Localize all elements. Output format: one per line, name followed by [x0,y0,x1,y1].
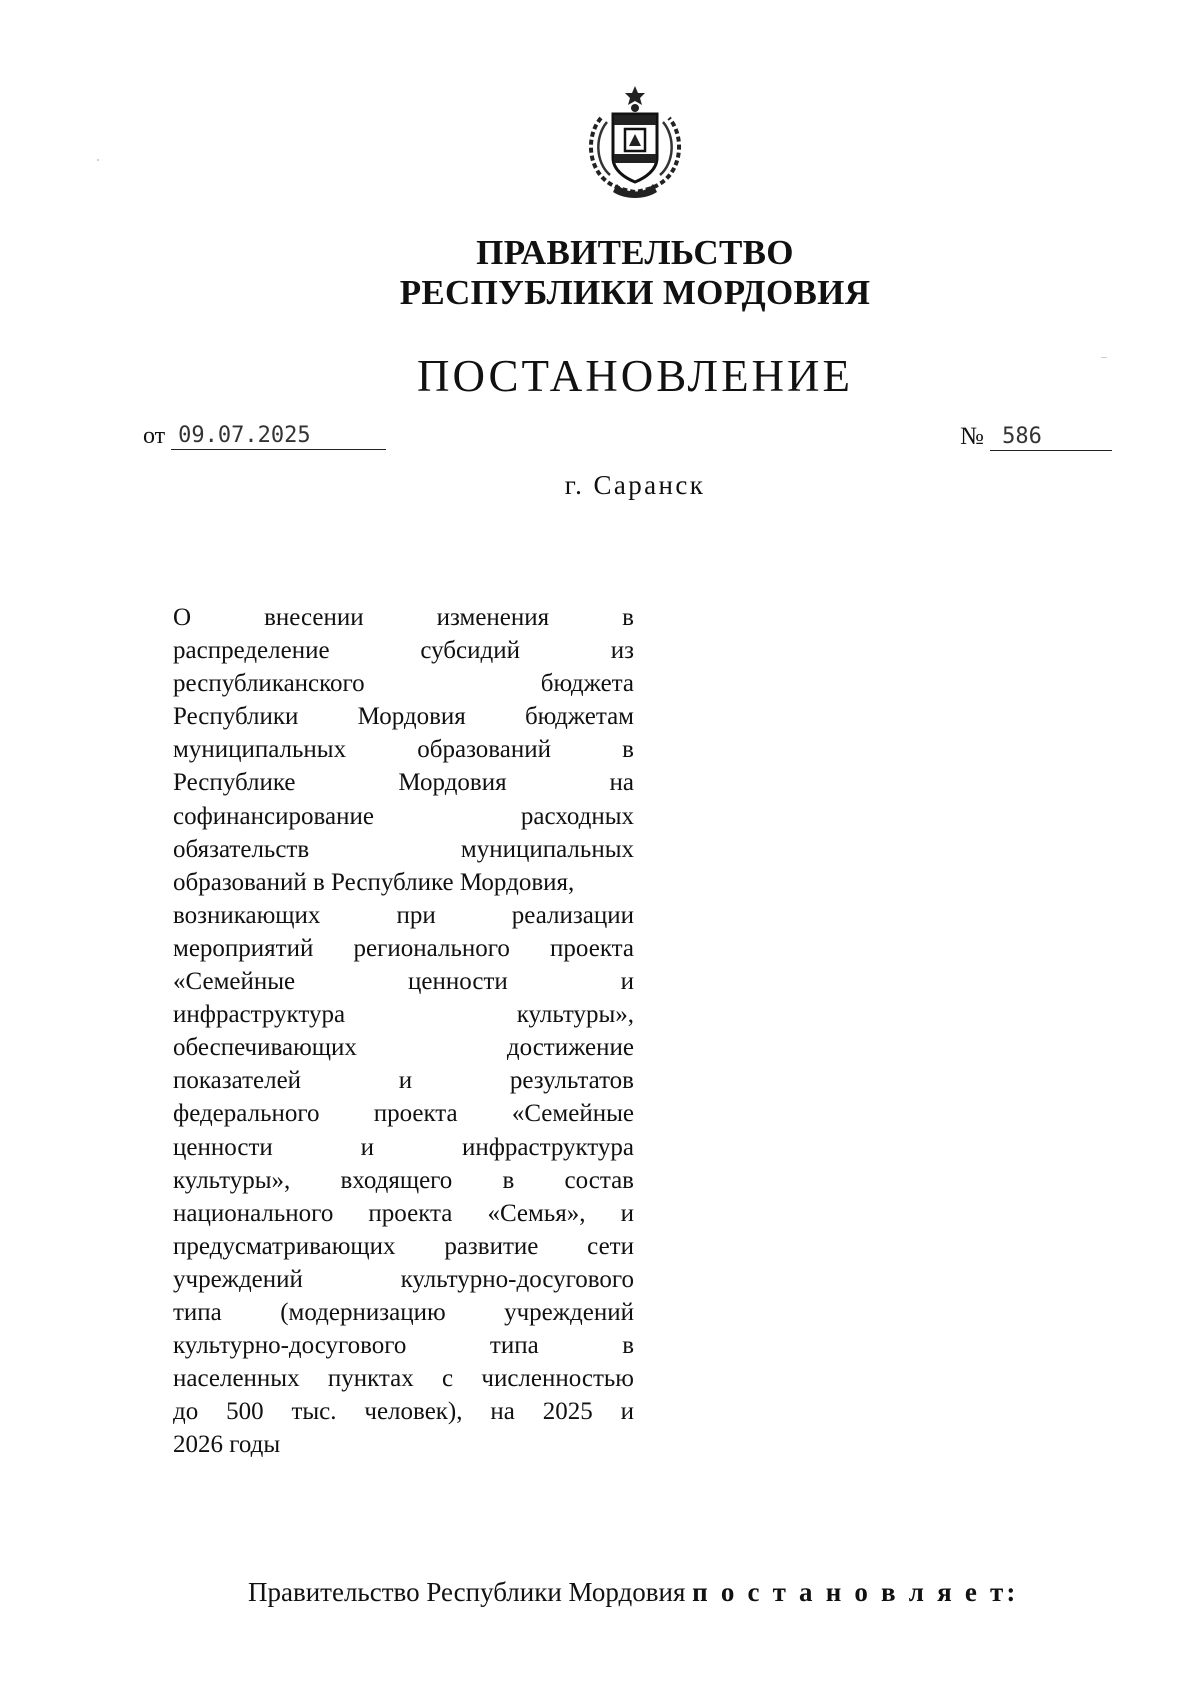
city-name: г. Саранск [564,470,706,500]
subject-word: Республике [173,769,296,797]
subject-word: ценности [408,968,508,996]
subject-line [173,1329,634,1362]
subject-word: бюджетам [524,703,634,731]
subject-word: внесении [264,604,364,631]
subject-line [173,1197,634,1230]
number-value: 586 [990,424,1112,451]
subject-word: культуры», [173,1166,291,1194]
subject-word: расходных [520,802,634,830]
subject-word: с [442,1365,454,1393]
subject-line [173,1395,634,1428]
subject-word: изменения [436,604,550,631]
subject-word: федерального [173,1100,320,1128]
subject-word: в [622,604,634,631]
subject-line [173,965,634,998]
subject-word: проекта [368,1199,453,1227]
subject-word: культуры», [516,1001,634,1029]
organization-line-2: РЕСПУБЛИКИ МОРДОВИЯ [399,273,871,312]
subject-word: муниципальных [173,736,347,764]
subject-word: пунктах [327,1365,414,1393]
subject-line [173,1230,634,1263]
coat-of-arms-emblem [583,84,687,202]
subject-line [173,601,634,634]
subject-line [173,700,634,733]
subject-word: инфраструктура [173,1001,346,1029]
subject-word: софинансирование [173,802,374,830]
subject-word: достижение [506,1034,634,1062]
subject-word: и [360,1133,375,1161]
subject-word: 2026 годы [173,1431,281,1459]
subject-word: и [620,1398,634,1426]
subject-word: численностью [481,1365,634,1393]
subject-line [173,800,634,833]
subject-word: реализации [511,901,634,929]
closing-verb: п о с т а н о в л я е т: [692,1577,1019,1607]
subject-word: проекта [550,934,634,962]
subject-word: человек), [364,1398,463,1426]
date-prefix: от [143,423,166,449]
subject-word: входящего [340,1166,453,1194]
subject-word: 500 [226,1398,264,1426]
subject-word: результатов [509,1067,634,1095]
subject-word: типа [489,1332,539,1360]
subject-word: бюджета [540,670,634,698]
subject-word: и [398,1067,413,1095]
subject-word: показателей [173,1067,302,1095]
subject-word: (модернизацию [280,1298,446,1326]
subject-line [173,1362,634,1395]
subject-word: на [609,769,634,797]
subject-line [173,1131,634,1164]
subject-word: учреждений [173,1265,303,1293]
subject-word: на [490,1398,515,1426]
date-field [143,422,386,450]
subject-word: развитие [444,1232,539,1260]
subject-word: обеспечивающих [173,1034,357,1062]
scan-speck [97,159,99,161]
scan-speck [1101,357,1107,358]
subject-word: Республики [173,703,299,731]
number-field [960,422,1112,451]
subject-word: до [173,1398,199,1426]
subject-word: сети [587,1232,634,1260]
subject-word: муниципальных [460,835,634,863]
subject-line [173,1428,634,1461]
subject-word: национального [173,1199,334,1227]
organization-line-1: ПРАВИТЕЛЬСТВО [476,233,794,272]
subject-word: «Семейные [511,1100,634,1128]
subject-word: регионального [353,934,510,962]
subject-word: тыс. [291,1398,337,1426]
subject-line [173,932,634,965]
subject-word: инфраструктура [461,1133,634,1161]
subject-word: республиканского [173,670,365,698]
subject-word: обязательств [173,835,310,863]
subject-word: мероприятий [173,934,314,962]
subject-line [173,866,634,899]
subject-line [173,634,634,667]
closing-text: Правительство Республики Мордовия [248,1577,693,1607]
subject-word: 2025 [542,1398,593,1426]
subject-word: «Семейные [173,968,296,996]
subject-line [173,998,634,1031]
subject-line [173,1296,634,1329]
subject-word: из [610,637,634,665]
subject-word: распределение [173,637,330,665]
subject-word: ценности [173,1133,273,1161]
subject-word: культурно-досугового [173,1332,407,1360]
subject-word: населенных [173,1365,300,1393]
subject-word: возникающих [173,901,321,929]
subject-word: в [622,736,634,764]
date-value: 09.07.2025 [171,423,386,450]
subject-word: Мордовия [398,769,507,797]
subject-word: при [396,901,436,929]
subject-line [173,1031,634,1064]
subject-line [173,733,634,766]
subject-line [173,1164,634,1197]
subject-line [173,833,634,866]
subject-word: предусматривающих [173,1232,396,1260]
closing-statement [248,1577,1019,1608]
number-sign: № [960,423,984,450]
subject-line [173,1097,634,1130]
subject-word: в [622,1332,634,1360]
subject-word: состав [564,1166,634,1194]
subject-word: субсидий [420,637,520,665]
subject-word: О [173,604,192,631]
subject-word: и [620,1199,634,1227]
document-type-title: ПОСТАНОВЛЕНИЕ [416,351,854,401]
subject-word: культурно-досугового [400,1265,634,1293]
subject-word: в [502,1166,515,1194]
subject-word: проекта [373,1100,458,1128]
subject-word: «Семья», [487,1199,586,1227]
subject-word: Мордовия [357,703,466,731]
subject-word: учреждений [504,1298,634,1326]
subject-line [173,667,634,700]
subject-word: типа [173,1298,222,1326]
subject-word: образований в Республике Мордовия, [173,868,575,896]
subject-word: и [620,968,634,996]
subject-line [173,766,634,799]
subject-block [173,601,634,1461]
subject-line [173,899,634,932]
subject-word: образований [417,736,552,764]
subject-line [173,1263,634,1296]
subject-line [173,1064,634,1097]
